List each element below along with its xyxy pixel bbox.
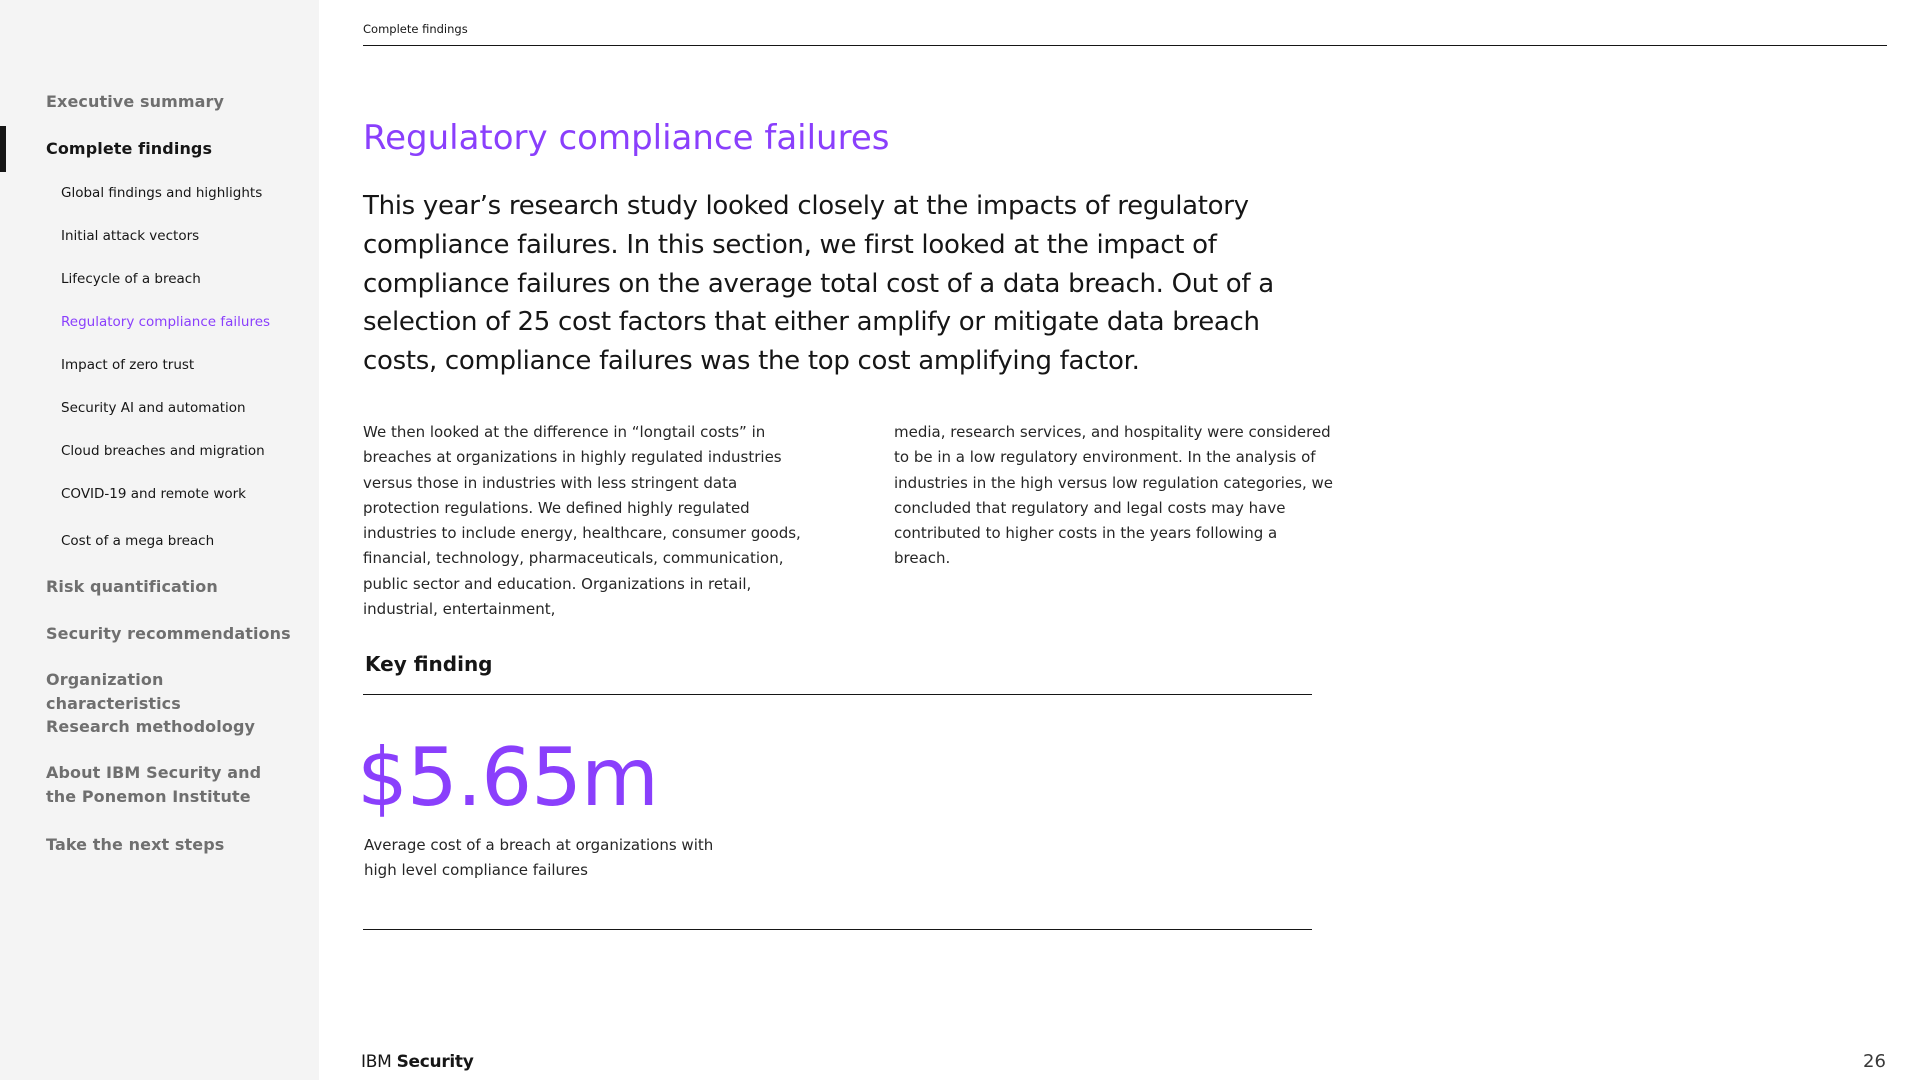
logo-ibm-text: IBM <box>361 1052 392 1072</box>
section-header-label: Complete findings <box>363 22 468 36</box>
key-finding-bottom-divider <box>363 929 1312 930</box>
key-finding-value: $5.65m <box>357 731 658 824</box>
ibm-security-logo <box>361 1052 474 1072</box>
lead-paragraph: This year’s research study looked closely at the impacts of regulatory compliance failures. In this section, we first looked at the impact of compliance failures on the average total cost of a data breach. Out of a selection of 25 cost factors that either amplify or mitigate data breach costs, compliance failures was the top cost amplifying factor. <box>363 191 1274 377</box>
nav-sub-covid-remote[interactable]: COVID-19 and remote work <box>61 486 246 502</box>
logo-security-text: Security <box>396 1052 474 1072</box>
key-finding-top-divider <box>363 694 1312 695</box>
header-divider <box>363 45 1887 46</box>
key-finding-description: Average cost of a breach at organizations with high level compliance failures <box>364 836 714 880</box>
nav-complete-findings[interactable]: Complete findings <box>46 139 213 158</box>
page-number: 26 <box>1863 1051 1886 1072</box>
body-column-left: We then looked at the difference in “longtail costs” in breaches at organizations in highly regulated industries versus those in industries with less stringent data protection regulations. We defined highly regulated industries to include energy, healthcare, consumer goods, financial, technology, pharmaceuticals, communication, public sector and education. Organizations in retail, industrial, entertainment, <box>363 423 801 619</box>
nav-sub-initial-attack-vectors[interactable]: Initial attack vectors <box>61 228 200 244</box>
nav-security-recommendations[interactable]: Security recommendations <box>46 624 291 643</box>
nav-sub-mega-breach[interactable]: Cost of a mega breach <box>61 533 215 549</box>
nav-take-next-steps[interactable]: Take the next steps <box>46 835 225 854</box>
nav-sub-cloud-breaches[interactable]: Cloud breaches and migration <box>61 443 265 459</box>
nav-sub-global-findings[interactable]: Global findings and highlights <box>61 185 263 201</box>
nav-sub-lifecycle[interactable]: Lifecycle of a breach <box>61 271 201 287</box>
active-indicator <box>0 126 6 172</box>
nav-about-ibm[interactable]: About IBM Security and the Ponemon Institute <box>46 763 262 806</box>
body-column-right: media, research services, and hospitality were considered to be in a low regulatory environment. In the analysis of industries in the high versus low regulation categories, we concluded that regulatory and legal costs may have contributed to higher costs in the years following a breach. <box>894 423 1334 568</box>
key-finding-label: Key finding <box>365 652 493 676</box>
nav-executive-summary[interactable]: Executive summary <box>46 92 225 111</box>
nav-organization-characteristics[interactable]: Organization characteristics <box>46 670 181 713</box>
nav-sub-security-ai[interactable]: Security AI and automation <box>61 400 246 416</box>
nav-research-methodology[interactable]: Research methodology <box>46 717 256 736</box>
sidebar-nav <box>0 0 319 1080</box>
nav-risk-quantification[interactable]: Risk quantification <box>46 577 218 596</box>
nav-sub-zero-trust[interactable]: Impact of zero trust <box>61 357 195 373</box>
nav-sub-regulatory-compliance[interactable]: Regulatory compliance failures <box>61 314 271 330</box>
page-title: Regulatory compliance failures <box>363 118 890 158</box>
